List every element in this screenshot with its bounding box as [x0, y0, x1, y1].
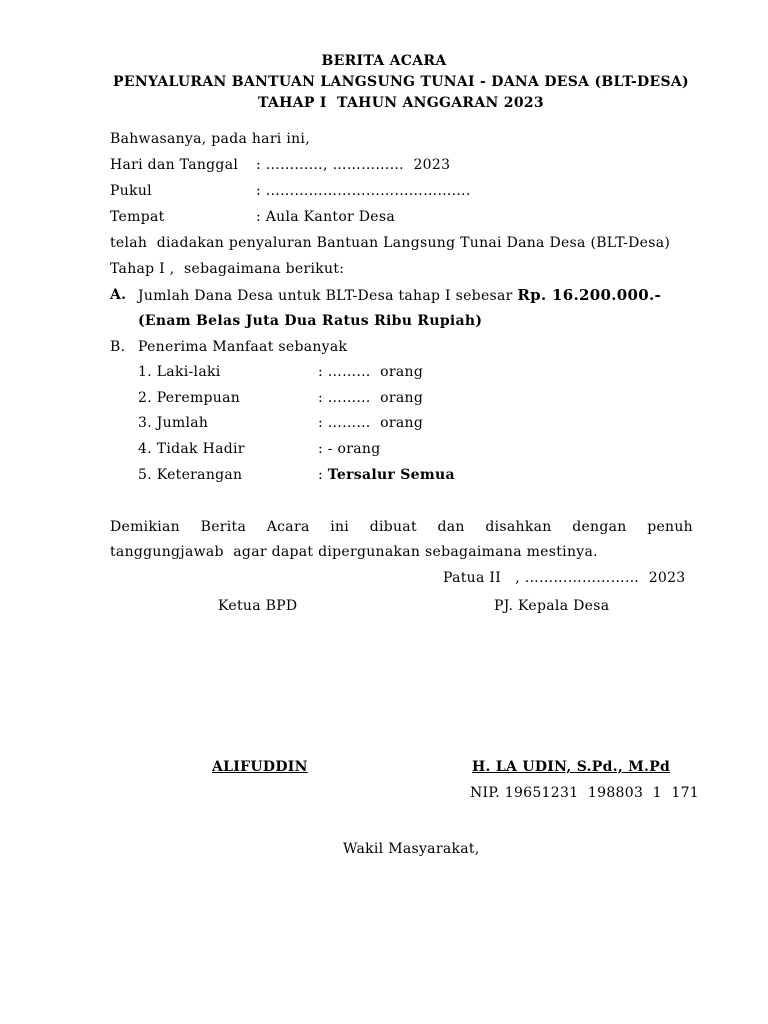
beneficiary-value-text: : ……… orang — [318, 364, 424, 380]
field-value-date: : …………, …………… 2023 — [256, 157, 451, 173]
field-value-time: : ……………………………………. — [256, 183, 471, 199]
field-value-place: : Aula Kantor Desa — [256, 209, 396, 225]
doc-title-line1: BERITA ACARA — [321, 53, 447, 69]
field-label-time: Pukul — [110, 183, 152, 199]
closing-word: Demikian — [110, 519, 180, 535]
doc-title-line3: TAHAP I TAHUN ANGGARAN 2023 — [258, 95, 544, 111]
closing-word: dibuat — [369, 519, 417, 535]
beneficiary-value-text: : - orang — [318, 441, 381, 457]
closing-word: dan — [437, 519, 465, 535]
item-a-amount-words: (Enam Belas Juta Dua Ratus Ribu Rupiah) — [138, 313, 483, 329]
beneficiary-value-text: : ……… orang — [318, 390, 424, 406]
closing-line2: tanggungjawab agar dapat dipergunakan sebagaimana mestinya. — [110, 544, 598, 560]
closing-word: Acara — [266, 519, 310, 535]
beneficiary-value-note — [318, 466, 455, 484]
item-a-marker: A. — [110, 287, 127, 303]
closing-word: dengan — [572, 519, 627, 535]
item-b-text: Penerima Manfaat sebanyak — [138, 339, 348, 355]
closing-word: ini — [330, 519, 350, 535]
signatory-left-name: ALIFUDDIN — [212, 759, 308, 775]
beneficiary-value-text: : ……… orang — [318, 415, 424, 431]
paragraph-line1: telah diadakan penyaluran Bantuan Langsung Tunai Dana Desa (BLT-Desa) — [110, 235, 671, 251]
closing-line1 — [110, 518, 693, 536]
beneficiary-label-female: 2. Perempuan — [138, 390, 241, 406]
beneficiary-label-note: 5. Keterangan — [138, 467, 243, 483]
beneficiary-label-male: 1. Laki-laki — [138, 364, 221, 380]
closing-word: disahkan — [485, 519, 552, 535]
field-label-date: Hari dan Tanggal — [110, 157, 239, 173]
signatory-right-title: PJ. Kepala Desa — [494, 598, 610, 614]
place-date: Patua II , …………………… 2023 — [443, 570, 686, 586]
item-b-marker: B. — [110, 339, 126, 355]
paragraph-line2: Tahap I , sebagaimana berikut: — [110, 261, 345, 277]
beneficiary-value-absent — [318, 440, 381, 458]
closing-word: penuh — [647, 519, 693, 535]
beneficiary-value-female — [318, 389, 423, 407]
beneficiary-value-bold: Tersalur Semua — [327, 467, 455, 483]
signatory-left-title: Ketua BPD — [218, 598, 298, 614]
item-a-amount: Rp. 16.200.000.- — [517, 286, 661, 304]
beneficiary-label-total: 3. Jumlah — [138, 415, 209, 431]
doc-title-line2: PENYALURAN BANTUAN LANGSUNG TUNAI - DANA DESA (BLT-DESA) — [113, 74, 689, 90]
intro-text: Bahwasanya, pada hari ini, — [110, 131, 310, 147]
signatory-right-name: H. LA UDIN, S.Pd., M.Pd — [472, 759, 671, 775]
closing-word: Berita — [200, 519, 247, 535]
beneficiary-value-text: : — [318, 467, 328, 483]
item-a-text: Jumlah Dana Desa untuk BLT-Desa tahap I sebesar — [138, 288, 518, 304]
field-label-place: Tempat — [110, 209, 165, 225]
signatory-right-nip: NIP. 19651231 198803 1 171 — [470, 785, 699, 801]
beneficiary-label-absent: 4. Tidak Hadir — [138, 441, 245, 457]
beneficiary-value-total — [318, 414, 423, 432]
item-a-line — [138, 286, 661, 305]
community-representative-title: Wakil Masyarakat, — [343, 841, 480, 857]
beneficiary-value-male — [318, 363, 423, 381]
